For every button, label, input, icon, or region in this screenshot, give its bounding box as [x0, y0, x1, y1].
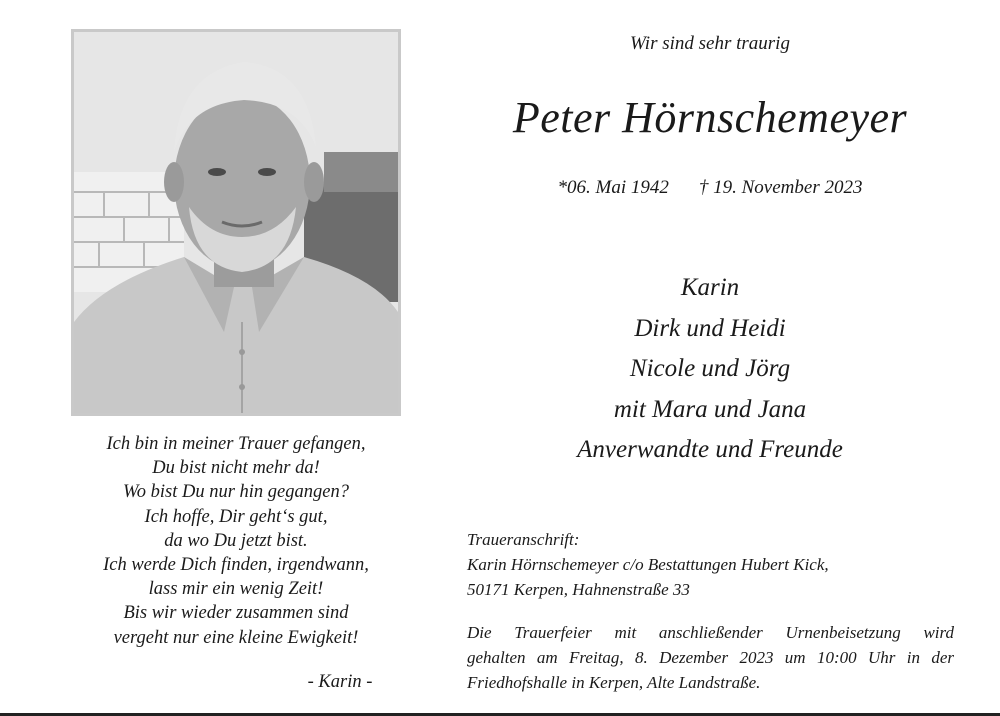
address-line: 50171 Kerpen, Hahnenstraße 33 [467, 580, 690, 599]
ceremony-info [467, 620, 954, 695]
poem-line: Ich hoffe, Dir geht‘s gut, [144, 506, 328, 527]
birth-date: *06. Mai 1942 [557, 177, 669, 198]
poem-signature: - Karin - [307, 672, 373, 692]
poem-line: Du bist nicht mehr da! [152, 458, 320, 479]
mourner: Karin [680, 274, 740, 301]
ceremony-line: Friedhofshalle in Kerpen, Alte Landstraße. [467, 673, 761, 692]
poem-line: vergeht nur eine kleine Ewigkeit! [113, 627, 359, 648]
address-line: Karin Hörnschemeyer c/o Bestattungen Hubert Kick, [467, 555, 829, 574]
mourners-list [470, 268, 950, 471]
poem-line: da wo Du jetzt bist. [164, 530, 308, 551]
life-dates [470, 177, 950, 199]
ceremony-line: gehalten am Freitag, 8. Dezember 2023 um 10:00 Uhr in der [467, 648, 954, 667]
mourning-address [467, 527, 967, 602]
mourner: Anverwandte und Freunde [577, 436, 843, 463]
poem-line: Ich bin in meiner Trauer gefangen, [106, 434, 366, 454]
mourner: Nicole und Jörg [629, 355, 791, 382]
poem-line: Bis wir wieder zusammen sind [123, 603, 349, 624]
mourner: mit Mara und Jana [613, 395, 807, 423]
mourner: Dirk und Heidi [634, 314, 786, 342]
poem [60, 432, 412, 650]
portrait-photo [71, 29, 401, 416]
death-date: † 19. November 2023 [698, 177, 863, 198]
ceremony-line: Die Trauerfeier mit anschließender Urnenbeisetzung wird [467, 623, 954, 642]
address-label: Traueranschrift: [467, 530, 580, 549]
deceased-name: Peter Hörnschemeyer [512, 93, 908, 142]
poem-line: Wo bist Du nur hin gegangen? [123, 482, 349, 503]
intro-text: Wir sind sehr traurig [630, 33, 790, 54]
poem-line: lass mir ein wenig Zeit! [148, 579, 324, 600]
portrait-icon [74, 32, 398, 413]
poem-line: Ich werde Dich finden, irgendwann, [103, 555, 369, 576]
